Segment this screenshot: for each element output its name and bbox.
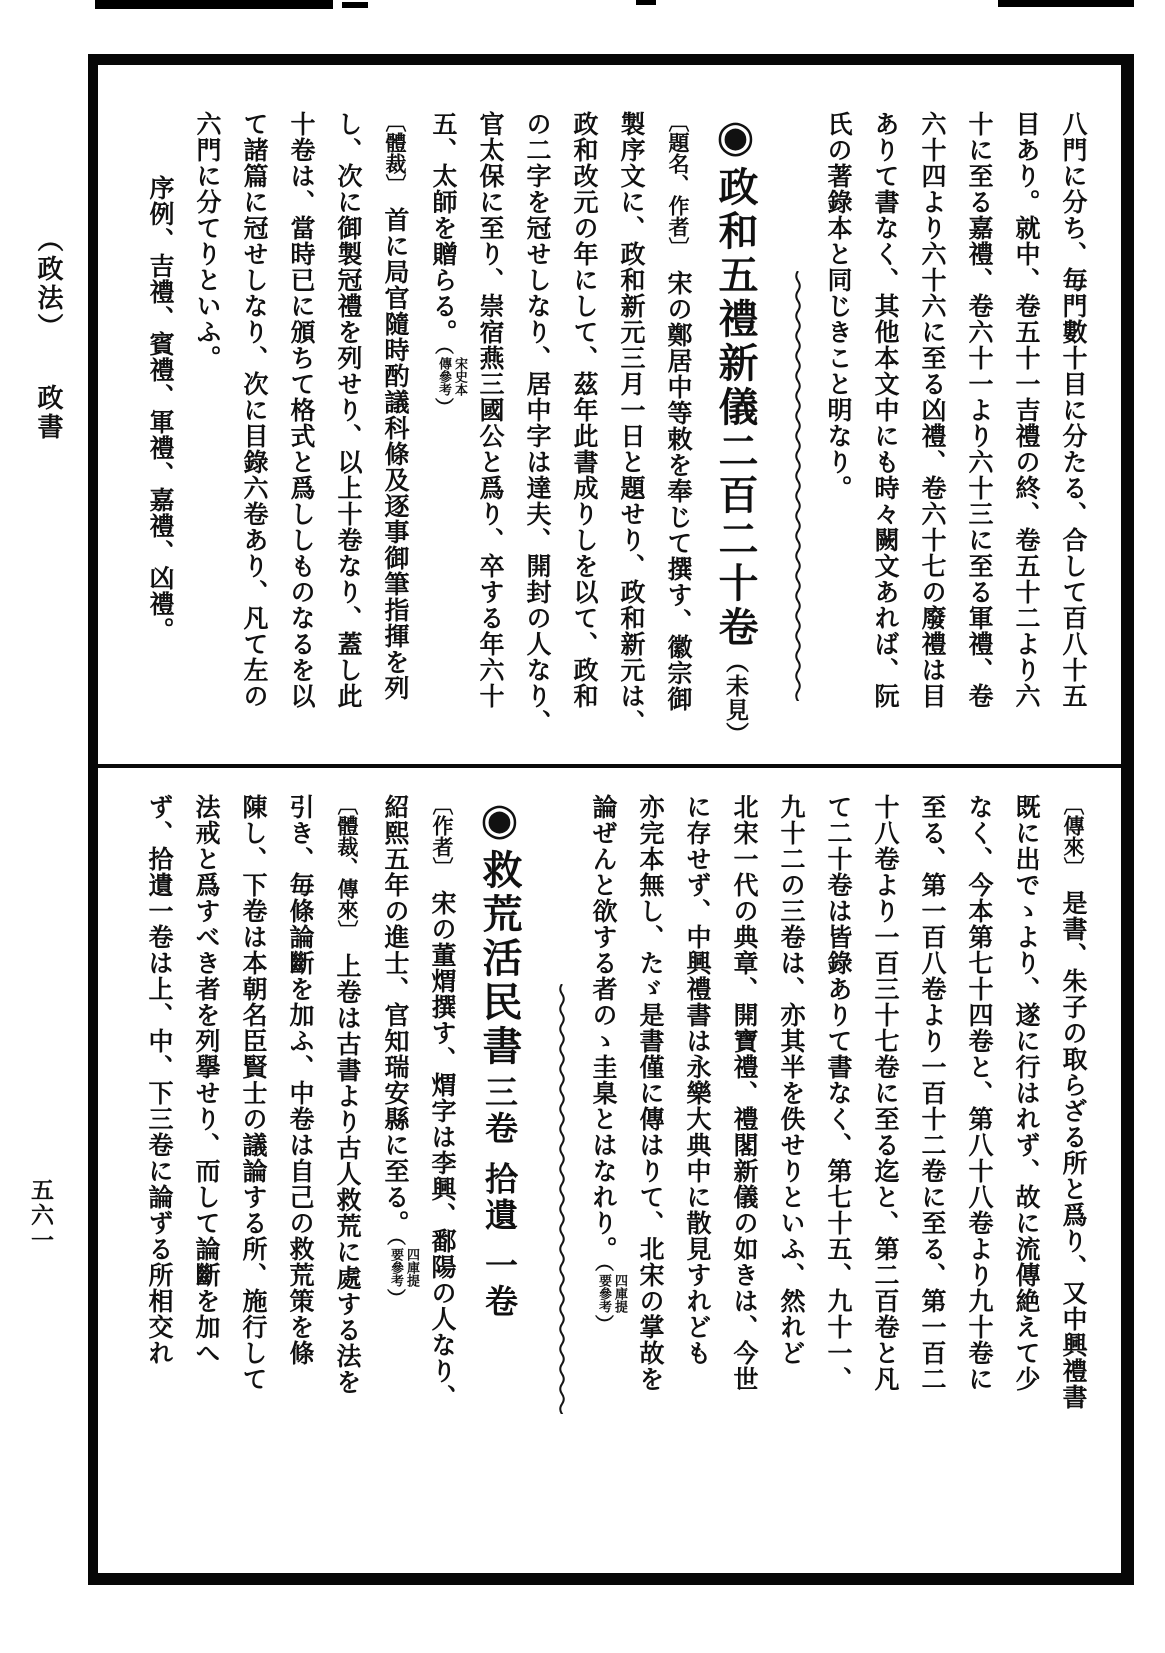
text-column <box>514 111 561 749</box>
inline-source-annotation <box>589 1262 627 1334</box>
column-text: 北宋一代の典章、開寶禮、禮閣新儀の如きは、今世 <box>730 794 759 1392</box>
column-text: 亦完本無し、たゞ是書僅に傳はりて、北宋の掌故を <box>636 794 665 1392</box>
text-column <box>956 111 1003 749</box>
entry-separator <box>532 794 579 1558</box>
text-column <box>277 794 324 1558</box>
text-column <box>909 794 956 1558</box>
scan-artifact <box>342 2 368 8</box>
section-bottom <box>98 768 1121 1573</box>
annotation-line: 四庫提 <box>612 1273 627 1313</box>
scan-artifact <box>95 0 333 9</box>
field-label: 〔作者〕 <box>430 794 455 878</box>
column-text: 上卷は古書より古人救荒に處する法を <box>333 953 362 1395</box>
column-text: ありて書なく、其他本文中にも時々闕文あれば、阮 <box>871 111 900 709</box>
text-column <box>137 111 184 749</box>
wavy-line-icon <box>792 271 804 701</box>
entry-bullet-icon: ◉ <box>710 111 761 166</box>
column-text: 十卷は、當時已に頒ちて格式と爲ししものなるを以 <box>287 111 316 709</box>
column-text: 九十二の三卷は、亦其半を佚せりといふ、然れど <box>777 794 806 1366</box>
text-column <box>561 111 608 749</box>
field-label: 〔體裁〕 <box>383 111 408 195</box>
column-text: 至る、第一百八卷より一百十二卷に至る、第一百二 <box>918 794 947 1392</box>
column-text: 八門に分ち、毎門數十目に分たる、合して百八十五 <box>1059 111 1088 709</box>
text-column <box>419 111 467 749</box>
entry-title <box>466 794 532 1558</box>
entry-title-text: 救荒活民書 <box>476 849 523 1069</box>
column-text: ず、拾遺一卷は上、中、下三卷に論ずる所相交れ <box>145 794 174 1366</box>
column-text: 是書、朱子の取らざる所と爲り、又中興禮書 <box>1059 890 1088 1410</box>
column-text: に存せず、中興禮書は永樂大典中に散見すれども <box>683 794 712 1366</box>
text-column <box>721 794 768 1558</box>
annotation-paren-open: （ <box>384 1236 406 1246</box>
text-column <box>183 794 230 1558</box>
text-column <box>278 111 325 749</box>
entry-bullet-icon: ◉ <box>474 794 525 849</box>
text-column <box>627 794 674 1558</box>
field-label: 〔題名、作者〕 <box>666 111 691 258</box>
column-text: 六門に分てりといふ。 <box>193 111 222 371</box>
text-frame <box>88 54 1134 1585</box>
column-text: 論ぜんと欲する者のゝ圭臬とはなれり。 <box>589 794 618 1262</box>
entry-title-text: 政和五禮新儀二百二十卷 <box>712 166 759 650</box>
text-column <box>909 111 956 749</box>
column-text: 序例、吉禮、賓禮、軍禮、嘉禮、凶禮。 <box>146 175 175 643</box>
text-column <box>579 794 627 1558</box>
section-top <box>98 65 1121 764</box>
column-text: 法戒と爲すべき者を列擧せり、而して論斷を加へ <box>192 794 221 1366</box>
text-column <box>324 794 371 1558</box>
column-text: 十に至る嘉禮、卷六十一より六十三に至る軍禮、卷 <box>965 111 994 709</box>
text-column <box>419 794 466 1558</box>
page-number: 五六一 <box>27 1178 54 1253</box>
wavy-line-icon <box>556 984 568 1414</box>
column-text: 目あり。就中、卷五十一吉禮の終、卷五十二より六 <box>1012 111 1041 709</box>
column-text: 政和改元の年にして、茲年此書成りしを以て、政和 <box>570 111 599 709</box>
text-column <box>674 794 721 1558</box>
field-label: 〔體裁、傳來〕 <box>335 794 360 941</box>
text-column <box>862 111 909 749</box>
column-text: の二字を冠せしなり、居中字は達夫、開封の人なり、 <box>523 111 552 735</box>
category-label: （政法） <box>33 226 63 342</box>
annotation-paren-close: ） <box>432 397 454 417</box>
text-column <box>956 794 1003 1558</box>
column-text: 首に局官隨時酌議科條及逐事御筆指揮を列 <box>381 207 410 701</box>
entry-title-volumes: 三卷 拾遺 一卷 <box>480 1075 519 1320</box>
annotation-paren-close: ） <box>384 1288 406 1308</box>
column-text: なく、今本第七十四卷と、第八十八卷より九十卷に <box>965 794 994 1392</box>
column-text: 宋の鄭居中等敕を奉じて撰す、徽宗御 <box>664 270 693 712</box>
annotation-line: 要參考 <box>388 1247 403 1287</box>
text-column <box>608 111 655 749</box>
text-column <box>815 794 862 1558</box>
column-text: 宋の董煟撰す、煟字は李興、鄱陽の人なり、 <box>428 890 457 1410</box>
inline-source-annotation <box>381 1236 419 1308</box>
annotation-line: 宋史本 <box>452 356 467 396</box>
text-column <box>815 111 862 749</box>
scan-artifact <box>998 0 1134 7</box>
entry-separator <box>768 111 815 749</box>
margin-category-label <box>30 226 67 442</box>
column-text: し、次に御製冠禮を列せり、以上十卷なり、蓋し此 <box>334 111 363 709</box>
annotation-paren-open: （ <box>432 345 454 355</box>
entry-title <box>702 111 768 749</box>
column-text: 陳し、下卷は本朝名臣賢士の議論する所、施行して <box>239 794 268 1392</box>
annotation-paren-close: ） <box>592 1314 614 1334</box>
entry-title-note: （未見） <box>722 650 749 746</box>
column-text: 十八卷より一百三十七卷に至る迄と、第二百卷と凡 <box>871 794 900 1392</box>
text-column <box>372 111 419 749</box>
text-column <box>136 794 183 1558</box>
text-column <box>768 794 815 1558</box>
text-column <box>325 111 372 749</box>
text-column <box>1003 794 1050 1558</box>
text-column <box>371 794 419 1558</box>
inline-source-annotation <box>429 345 467 417</box>
text-column <box>655 111 702 749</box>
text-column <box>184 111 231 749</box>
text-column <box>467 111 514 749</box>
column-text: 既に出でゝより、遂に行はれず、故に流傳絶えて少 <box>1012 794 1041 1392</box>
text-column <box>230 794 277 1558</box>
text-column <box>1003 111 1050 749</box>
annotation-line: 四庫提 <box>404 1247 419 1287</box>
category-sublabel: 政書 <box>33 384 63 443</box>
annotation-line: 要參考 <box>596 1273 611 1313</box>
text-column <box>1050 111 1097 749</box>
column-text: て二十卷は皆錄ありて書なく、第七十五、九十一、 <box>824 794 853 1392</box>
column-text: て諸篇に冠せしなり、次に目錄六卷あり、凡て左の <box>240 111 269 709</box>
text-column <box>862 794 909 1558</box>
annotation-paren-open: （ <box>592 1262 614 1272</box>
text-column <box>1050 794 1097 1558</box>
column-text: 五、太師を贈らる。 <box>429 111 458 345</box>
annotation-lines <box>595 1274 627 1313</box>
annotation-lines <box>435 357 467 396</box>
annotation-lines <box>387 1248 419 1287</box>
column-text: 官太保に至り、崇宿燕三國公と爲り、卒する年六十 <box>476 111 505 709</box>
text-column <box>231 111 278 749</box>
annotation-line: 傳參考 <box>436 356 451 396</box>
column-text: 引き、毎條論斷を加ふ、中卷は自己の救荒策を條 <box>286 794 315 1366</box>
column-text: 六十四より六十六に至る凶禮、卷六十七の廢禮は目 <box>918 111 947 709</box>
scan-artifact <box>636 0 656 5</box>
column-text: 氏の著錄本と同じきこと明なり。 <box>824 111 853 501</box>
field-label: 〔傳來〕 <box>1061 794 1086 878</box>
column-text: 紹熙五年の進士、官知瑞安縣に至る。 <box>381 794 410 1236</box>
column-text: 製序文に、政和新元三月一日と題せり、政和新元は、 <box>617 111 646 735</box>
